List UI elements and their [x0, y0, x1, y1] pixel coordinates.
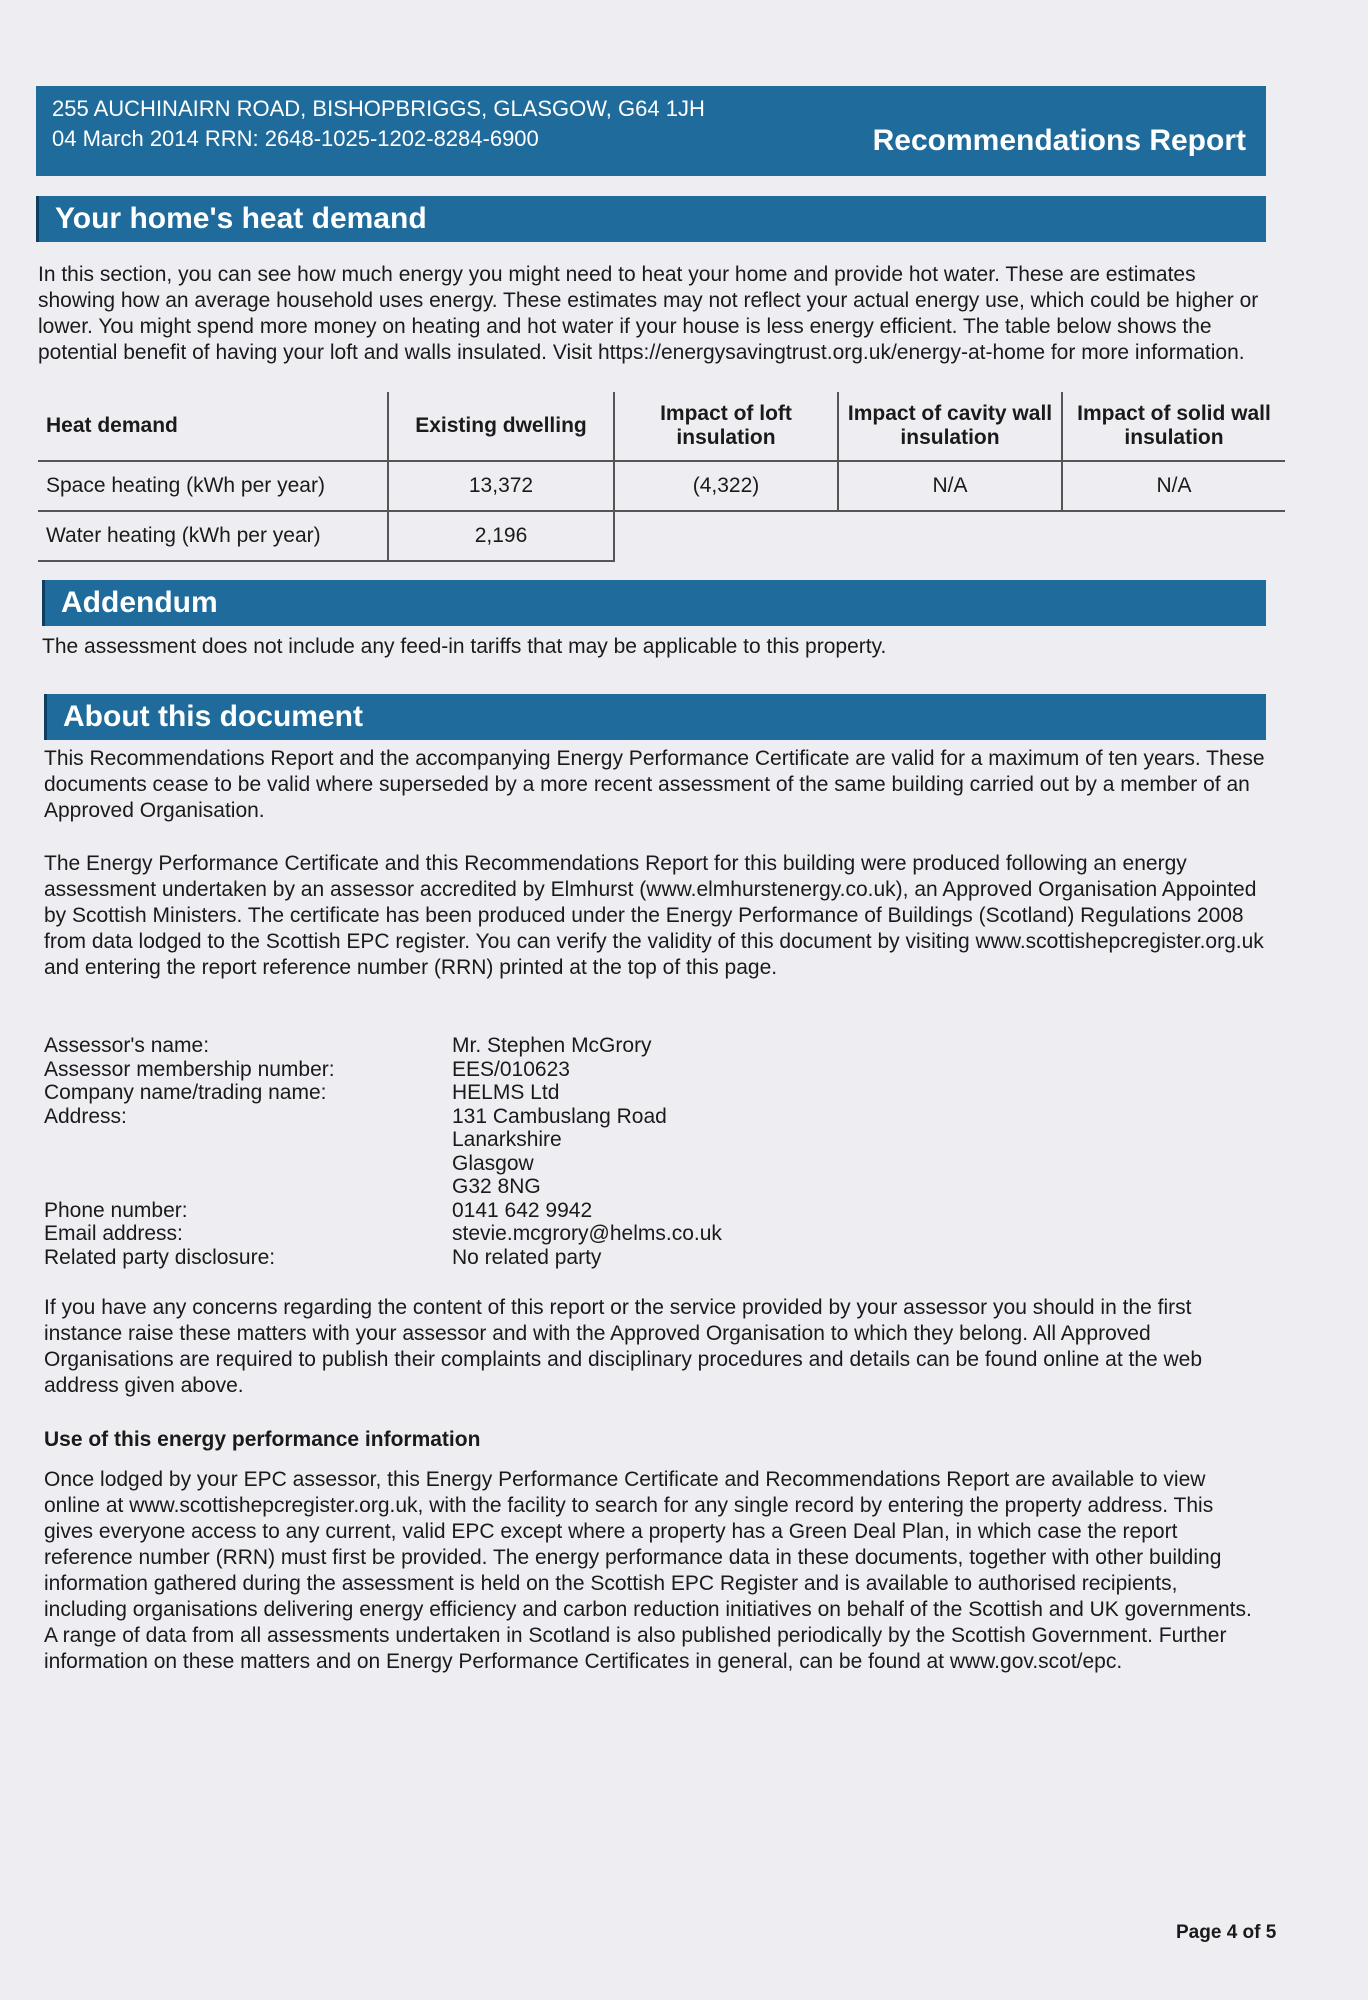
addendum-heading: Addendum [42, 580, 1266, 626]
table-cell: Water heating (kWh per year) [38, 511, 388, 561]
table-cell [614, 511, 838, 561]
table-header-row [38, 392, 1285, 461]
about-paragraph-2: The Energy Performance Certificate and this Recommendations Report for this building were produced following an energy assessment undertaken by an assessor accredited by Elmhurst (www.elmhurstenergy.co.uk), an Approved Organisation Appointed by Scottish Ministers. The certificate has been produced under the Energy Performance of Buildings (Scotland) Regulations 2008 from data lodged to the Scottish EPC register. You can verify the validity of this document by visiting www.scottishepcregister.org.uk and entering the report reference number (RRN) printed at the top of this page. [44, 852, 1264, 979]
assessor-name-label: Assessor's name: [44, 1034, 210, 1057]
heat-demand-table [38, 392, 1285, 562]
page-number: Page 4 of 5 [1176, 1922, 1277, 1943]
assessor-name: Mr. Stephen McGrory [452, 1034, 652, 1057]
use-heading: Use of this energy performance information [44, 1428, 481, 1451]
report-title: Recommendations Report [872, 124, 1246, 157]
about-paragraph-1: This Recommendations Report and the accompanying Energy Performance Certificate are valid for a maximum of ten years. These documents cease to be valid where superseded by a more recent assessment of the same building carried out by a member of an Approved Organisation. [44, 747, 1265, 822]
address-label: Address: [44, 1104, 127, 1128]
assessor-values [452, 1034, 722, 1269]
heat-demand-intro: In this section, you can see how much energy you might need to heat your home and provide hot water. These are estimates showing how an average household uses energy. These estimates may not reflect your actual energy use, which could be higher or lower. You might spend more money on heating and hot water if your house is less energy efficient. The table below shows the potential benefit of having your loft and walls insulated. Visit https://energysavingtrust.org.uk/energy-at-home for more information. [38, 263, 1259, 364]
assessor-labels [44, 1034, 335, 1269]
membership-label: Assessor membership number: [44, 1057, 335, 1081]
table-header-cell: Impact of cavity wall insulation [838, 392, 1062, 461]
addendum-text: The assessment does not include any feed-in tariffs that may be applicable to this property. [42, 635, 887, 658]
table-header-cell: Impact of loft insulation [614, 392, 838, 461]
table-header-cell: Heat demand [38, 392, 388, 461]
table-row [38, 511, 1285, 561]
phone-label: Phone number: [44, 1198, 188, 1222]
address-line: Lanarkshire [452, 1128, 562, 1151]
company-name: HELMS Ltd [452, 1081, 560, 1104]
email-label: Email address: [44, 1222, 183, 1245]
about-paragraph-3: If you have any concerns regarding the content of this report or the service provided by your assessor you should in the first instance raise these matters with your assessor and with the Approved Organisation to which they belong. All Approved Organisations are required to publish their complaints and disciplinary procedures and details can be found online at the web address given above. [44, 1296, 1203, 1397]
date-and-rrn: 04 March 2014 RRN: 2648-1025-1202-8284-6900 [52, 126, 539, 151]
table-cell: (4,322) [614, 461, 838, 511]
phone-number: 0141 642 9942 [452, 1198, 593, 1222]
about-paragraph-4: Once lodged by your EPC assessor, this Energy Performance Certificate and Recommendations Report are available to view online at www.scottishepcregister.org.uk, with the facility to search for any single record by entering the property address. This gives everyone access to any current, valid EPC except where a property has a Green Deal Plan, in which case the report reference number (RRN) must first be provided. The energy performance data in these documents, together with other building information gathered during the assessment is held on the Scottish EPC Register and is available to authorised recipients, including organisations delivering energy efficiency and carbon reduction initiatives on behalf of the Scottish and UK governments. A range of data from all assessments undertaken in Scotland is also published periodically by the Scottish Government. Further information on these matters and on Energy Performance Certificates in general, can be found at www.gov.scot/epc. [44, 1468, 1252, 1673]
table-row [38, 461, 1285, 511]
table-cell: N/A [838, 461, 1062, 511]
address-line: G32 8NG [452, 1175, 541, 1198]
table-cell [838, 511, 1062, 561]
email-address: stevie.mcgrory@helms.co.uk [452, 1222, 722, 1245]
report-header [36, 86, 1266, 176]
table-header-cell: Impact of solid wall insulation [1062, 392, 1285, 461]
table-cell: 13,372 [388, 461, 614, 511]
disclosure-label: Related party disclosure: [44, 1245, 276, 1269]
company-label: Company name/trading name: [44, 1081, 327, 1104]
about-heading: About this document [44, 694, 1266, 740]
address-line: 131 Cambuslang Road [452, 1104, 667, 1128]
table-cell: 2,196 [388, 511, 614, 561]
table-header-cell: Existing dwelling [388, 392, 614, 461]
property-address: 255 AUCHINAIRN ROAD, BISHOPBRIGGS, GLASGOW, G64 1JH [52, 96, 705, 121]
related-party-disclosure: No related party [452, 1245, 602, 1269]
table-cell [1062, 511, 1285, 561]
heat-demand-heading: Your home's heat demand [36, 196, 1266, 242]
table-cell: N/A [1062, 461, 1285, 511]
membership-number: EES/010623 [452, 1057, 570, 1081]
address-line: Glasgow [452, 1151, 534, 1175]
table-cell: Space heating (kWh per year) [38, 461, 388, 511]
